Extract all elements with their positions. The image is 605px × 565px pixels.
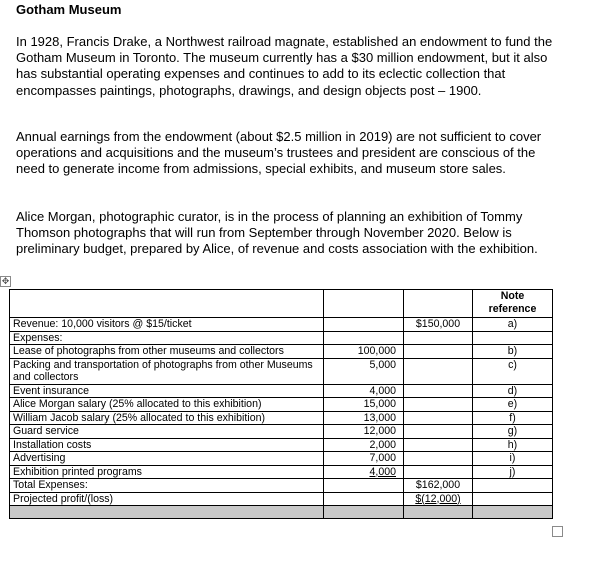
table-row [10, 411, 553, 425]
row-total-cell [404, 398, 473, 412]
table-row [10, 318, 553, 332]
row-total-cell [404, 425, 473, 439]
table-row [10, 398, 553, 412]
row-total-cell [404, 345, 473, 359]
row-note-cell: h) [473, 438, 553, 452]
row-description-cell: Lease of photographs from other museums and collectors [10, 345, 324, 359]
row-note-cell [473, 479, 553, 493]
table-row [10, 425, 553, 439]
table-move-handle-icon[interactable]: ✥ [1, 276, 10, 286]
row-amount-cell: 5,000 [324, 358, 404, 384]
row-total-cell [404, 465, 473, 479]
row-note-cell: e) [473, 398, 553, 412]
header-cell-note-reference [473, 290, 553, 318]
row-note-cell: g) [473, 425, 553, 439]
row-total-cell [404, 331, 473, 345]
row-description-cell: Advertising [10, 452, 324, 466]
table-row [10, 492, 553, 506]
row-amount-cell [324, 318, 404, 332]
table-row [10, 452, 553, 466]
row-amount-cell: 7,000 [324, 452, 404, 466]
document-title: Gotham Museum [16, 2, 122, 17]
row-amount-cell: 100,000 [324, 345, 404, 359]
table-row-selected-empty[interactable] [10, 506, 553, 519]
table-row [10, 465, 553, 479]
table-row [10, 479, 553, 493]
table-row [10, 345, 553, 359]
row-note-cell: d) [473, 384, 553, 398]
row-total-cell: $162,000 [404, 479, 473, 493]
header-cell-total [404, 290, 473, 318]
paragraph-exhibition: Alice Morgan, photographic curator, is in the process of planning an exhibition of Tommy Thomson photographs that will run from September through November 2020. Below is preliminary budget, prepared by Alice, of revenue and costs association with the exhibition. [16, 209, 538, 257]
row-description-cell: Total Expenses: [10, 479, 324, 493]
row-description-cell: Revenue: 10,000 visitors @ $15/ticket [10, 318, 324, 332]
row-note-cell: i) [473, 452, 553, 466]
row-total-cell [404, 438, 473, 452]
row-total-cell [404, 452, 473, 466]
row-description-cell: Expenses: [10, 331, 324, 345]
paragraph-endowment: In 1928, Francis Drake, a Northwest railroad magnate, established an endowment to fund the Gotham Museum in Toronto. The museum currently has a $30 million endowment, but it also has substantial operating expenses and continues to add to its eclectic collection that encompasses paintings, photographs, drawings, and design objects post – 1900. [16, 34, 553, 98]
row-amount-cell [324, 331, 404, 345]
row-amount-cell: 15,000 [324, 398, 404, 412]
table-row [10, 384, 553, 398]
row-total-cell [404, 384, 473, 398]
header-reference-label: reference [488, 303, 537, 315]
row-amount-cell: 4,000 [324, 465, 404, 479]
row-description-cell: Projected profit/(loss) [10, 492, 324, 506]
empty-cell[interactable] [404, 506, 473, 519]
header-cell-description [10, 290, 324, 318]
row-amount-cell: 4,000 [324, 384, 404, 398]
empty-cell[interactable] [324, 506, 404, 519]
row-note-cell: f) [473, 411, 553, 425]
row-note-cell: j) [473, 465, 553, 479]
header-cell-amount [324, 290, 404, 318]
row-note-cell [473, 492, 553, 506]
empty-cell[interactable] [473, 506, 553, 519]
row-description-cell: Packing and transportation of photographs from other Museums and collectors [10, 358, 324, 384]
row-amount-cell: 12,000 [324, 425, 404, 439]
table-row [10, 438, 553, 452]
row-description-cell: Alice Morgan salary (25% allocated to this exhibition) [10, 398, 324, 412]
row-description-cell: William Jacob salary (25% allocated to this exhibition) [10, 411, 324, 425]
row-note-cell [473, 331, 553, 345]
row-note-cell: b) [473, 345, 553, 359]
paragraph-earnings: Annual earnings from the endowment (about $2.5 million in 2019) are not sufficient to cover operations and acquisitions and the museum’s trustees and president are conscious of the need to generate income from admissions, special exhibits, and museum store sales. [16, 129, 542, 177]
row-amount-cell: 13,000 [324, 411, 404, 425]
row-description-cell: Event insurance [10, 384, 324, 398]
row-amount-cell [324, 492, 404, 506]
row-description-cell: Installation costs [10, 438, 324, 452]
row-total-cell: $(12,000) [404, 492, 473, 506]
row-note-cell: c) [473, 358, 553, 384]
table-row [10, 358, 553, 384]
empty-cell[interactable] [10, 506, 324, 519]
row-amount-cell [324, 479, 404, 493]
row-total-cell [404, 411, 473, 425]
row-total-cell: $150,000 [404, 318, 473, 332]
row-amount-cell: 2,000 [324, 438, 404, 452]
budget-table [9, 289, 553, 519]
table-row [10, 331, 553, 345]
table-resize-handle[interactable] [552, 526, 563, 537]
table-header-row [10, 290, 553, 318]
row-description-cell: Guard service [10, 425, 324, 439]
row-total-cell [404, 358, 473, 384]
row-note-cell: a) [473, 318, 553, 332]
header-note-label: Note [500, 290, 525, 302]
row-description-cell: Exhibition printed programs [10, 465, 324, 479]
